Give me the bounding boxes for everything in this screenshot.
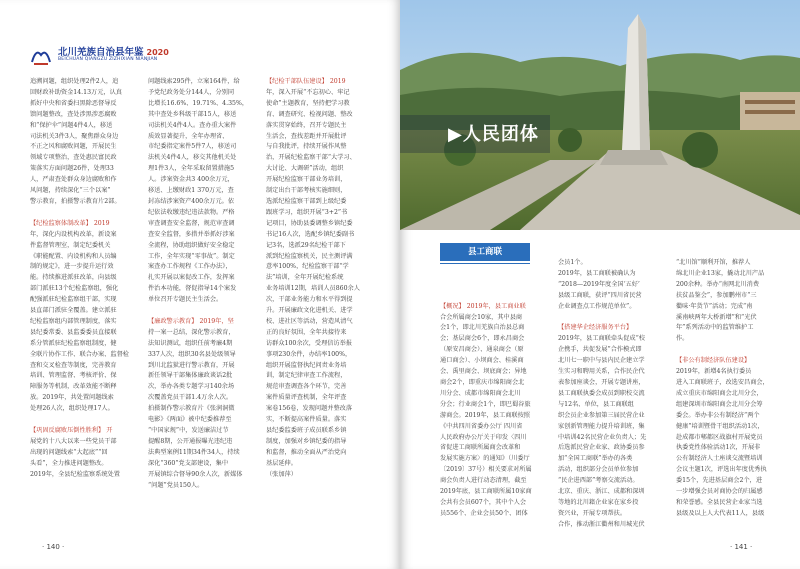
text-line: 纪依法收缴违纪违法款物。严格 — [148, 208, 235, 216]
section-title: ▶人民团体 — [448, 124, 539, 145]
text-line: 北川七一职中与县内民企建立学 — [558, 357, 645, 365]
text-line: 企携手，共促发展”合作模式即 — [558, 346, 642, 354]
text-line: 等地的北川籍企业家在家乡投 — [558, 498, 639, 506]
text-line — [676, 345, 788, 356]
text-line: 200余种。举办“南网北川消费 — [676, 280, 760, 288]
text-line: 会共有会员607个，其中个人会 — [440, 498, 527, 506]
text-line — [148, 306, 260, 317]
text-line: 成立重庆市绵阳商会北川分会， — [676, 389, 763, 397]
text-line: 选派纪检监察干部到上级纪委 — [266, 197, 347, 205]
page-number-right: · 141 · — [730, 543, 753, 551]
text-line: 会议主题1次，评选出年度优秀执 — [676, 466, 767, 474]
text-line: “民企进西部”考察交流活动。 — [558, 477, 639, 485]
text-line: “中国家规”中，发送廉洁过节 — [148, 427, 229, 434]
text-line: 次，干部业务能力和水平得到提 — [266, 296, 353, 304]
text-line: 法”培训，全年开展纪检系统 — [266, 274, 344, 282]
text-line: 年”系列活动中的监管维护工 — [676, 324, 754, 332]
text-line: 次覆盖党员干部1.4万余人次。 — [148, 394, 233, 402]
text-line: 正的良好氛围，全年共接待来 — [266, 328, 347, 336]
text-line: 省促进工商联所属商会改革和 — [440, 444, 521, 452]
text-line: 业务培训12期，培训人员860余人 — [266, 285, 360, 293]
text-line: 法知识测试，组织任前考廉4期 — [148, 339, 233, 347]
text-line: 【纪检监察体制改革】 2019 — [30, 219, 110, 227]
text-line: 会1个，即北川羌族自治县总商 — [440, 324, 525, 332]
text-line: 赴成都市郫都区战旗村开展党员 — [676, 433, 763, 441]
text-line: 到川北监狱进行警示教育，开展 — [148, 361, 235, 369]
text-line: 年，深化内设机构改革，新设案 — [30, 230, 117, 238]
text-line: （原安昌商会）、通泉商会（原 — [440, 346, 524, 354]
right-column-1 — [440, 258, 552, 538]
text-line: 人。涉案资金共3 400余万元， — [148, 176, 234, 184]
text-line: 组建深圳市绵阳商会北川分会筹 — [676, 400, 763, 408]
text-line: 作。 — [676, 335, 689, 343]
text-line: 障服务等机制，改革效能不断释 — [30, 383, 117, 391]
text-line: 处理26人次，组织处理17人。 — [30, 405, 114, 413]
text-line: 全联片协作工作、联合办案、监督检 — [30, 350, 129, 358]
text-line: 合会所属商会10家，其中县商 — [440, 313, 523, 321]
text-line: 规范审查调查各个环节，完善 — [266, 383, 347, 391]
text-line: 会、禹里商会、坝底商会；异地 — [440, 368, 527, 376]
text-line: 制度，加强对乡镇纪委的指导 — [266, 437, 347, 445]
text-line: 记3名，选派29名纪检干部下 — [266, 241, 346, 249]
text-line: 司法机关4件4人。查办重大案件 — [148, 121, 237, 129]
text-line: 基层延伸。 — [266, 459, 297, 467]
text-line: 开展纪检监察干部业务培训， — [266, 176, 347, 184]
text-line: 员556个、企业会员50个、团体 — [440, 509, 528, 517]
text-line: 人民政府办公厅关于印发〈四川 — [440, 433, 527, 441]
text-line: 生实习和聘用关系，合作民企代 — [558, 368, 645, 376]
text-line: 训，制定纪律审查工作流程， — [266, 372, 347, 380]
text-line: 2019年，新增4名执行委员 — [676, 368, 752, 376]
text-line: 使命”主题教育，坚持把学习教 — [266, 99, 350, 107]
text-line: 不正之风和腐败问题，开展民生 — [30, 143, 117, 151]
left-column-3 — [266, 77, 378, 537]
text-line: 人，严肃查处群众身边腐败和作 — [30, 176, 117, 184]
text-line: 单位召开专题民主生活会。 — [148, 296, 223, 304]
text-line — [30, 415, 142, 426]
text-line: “问题”党员150人。 — [148, 481, 204, 489]
text-line: 升。开展廉政文化进机关、进学 — [266, 307, 353, 315]
text-line: 跟班学习，组织开展“3+2”书 — [266, 208, 348, 216]
text-line: 访群众100余次，受理信访举报 — [266, 339, 353, 347]
text-line: （张加萍） — [266, 470, 297, 478]
text-line: 县工商联执委会成员到职校交流 — [558, 389, 645, 397]
text-line: 策落实方面问题26件，处理33 — [30, 165, 114, 173]
text-line: 2019年，县工商联牵头促成“校 — [558, 335, 645, 343]
right-text-area — [400, 0, 800, 569]
text-line: 市纪委指定案件5件7人，移送司 — [148, 143, 237, 151]
text-line: 司法机关3件3人，聚焦群众身边 — [30, 132, 119, 140]
text-line: 治，开展纪检监察干部“大学习、 — [266, 154, 356, 162]
text-line: 案件质量评查机制，全年评查 — [266, 394, 347, 402]
text-line: 查和交叉检查等制度，完善教育 — [30, 361, 117, 369]
text-line: 通口商会）、小坝商会、桂溪商 — [440, 357, 524, 365]
text-line: 【巩固反腐败压倒性胜利】 开 — [30, 427, 113, 434]
text-line: 拍摄制作警示教育片《张润洞微 — [148, 405, 235, 413]
text-line: 2019年，县工商联被确认为 — [558, 269, 636, 277]
text-line — [440, 269, 552, 280]
text-line: 【廉政警示教育】 2019年，坚 — [148, 317, 234, 325]
text-line: 县级及以上人大代表11人，县级 — [676, 509, 765, 517]
text-line: 书记16人次，选配乡镇纪委副书 — [266, 230, 355, 238]
text-line: 企业调查点工作规范单位”。 — [558, 302, 636, 310]
text-line: 绵北川企业13家，撬动北川产品 — [676, 269, 765, 277]
text-line: 理1件3人，全年采取留置措施5 — [148, 165, 235, 173]
text-line: 委15个，先进基层商会2个，进 — [676, 477, 763, 485]
text-line: 能。持续推进派驻改革，向县级 — [30, 274, 117, 282]
text-line: 生活会，查找差距并开展批评 — [266, 132, 347, 140]
text-line: 全流程，协助组织做好安全稳定 — [148, 241, 235, 249]
text-line: 健康”培训暨骨干组织活动1次， — [676, 422, 764, 430]
left-column-2 — [148, 77, 260, 537]
text-line: 表参加座谈会，开展专题讲座， — [558, 378, 645, 386]
text-line: 【非公有制经济队伍建设】 — [676, 357, 751, 365]
text-line: 发展实施方案〉的通知》（川委厅 — [440, 455, 530, 463]
text-line: 组织开展监督执纪问责业务培 — [266, 361, 347, 369]
text-line: 开展镇综合督导90余人次，新媒体 — [148, 470, 243, 478]
text-line: 分会；行业商会1个，即巴蜀谷旅 — [440, 400, 531, 408]
text-line: 与自我批评，持续开展作风整 — [266, 143, 347, 151]
text-line: 封冻结涉案资产400余万元。依 — [148, 197, 235, 205]
text-line: 县纪委监委班子成员联系乡镇 — [266, 427, 347, 434]
text-line: 案查办工作规程《工作办法》， — [148, 263, 232, 271]
text-line: 领域专项整治，查处惠民富民政 — [30, 154, 117, 162]
text-line: 【纪检干部队伍建设】 2019 — [266, 78, 346, 85]
text-line: 工作，全年实现“零事故”。制定 — [148, 252, 235, 260]
text-line — [440, 258, 552, 269]
right-column-3 — [676, 258, 788, 538]
text-line: 北京、重庆、浙江、成都和深圳 — [558, 488, 645, 496]
text-line: 公有制经济人士座谈交流暨培训 — [676, 455, 763, 463]
text-line: 和监督，推动全面从严治党向 — [266, 448, 347, 456]
text-line: 衢味·年货节”活动；完成“南 — [676, 302, 753, 310]
text-line: 出现的问题线索“大起底”“回 — [30, 448, 108, 456]
text-line: 家创新管理能力提升培训班，集 — [558, 422, 645, 430]
text-line: 法机关4件4人，移交其他机关处 — [148, 154, 237, 162]
text-line: 部门派驻13个纪检监察组，强化 — [30, 285, 119, 293]
text-line: 馈问题整改，查处涉黑涉恶腐败 — [30, 110, 117, 118]
text-line: 县纪委常委、县监委委员直接联 — [30, 328, 117, 336]
text-line: 审查调查安全监督，规范审查调 — [148, 219, 235, 227]
text-line: 委会。举办非公有制经济“两个 — [676, 411, 760, 419]
text-line: 件监督管理室，制定纪委机关 — [30, 241, 111, 249]
text-line: 持一案一总结，深化警示教育， — [148, 328, 235, 336]
text-line: 电影》《两面》被中纪委推荐至 — [148, 416, 232, 424]
text-line: 回财政补助资金14.13万元，认真 — [30, 88, 122, 96]
text-line: “2018—2019年度全国‘五好’ — [558, 280, 640, 288]
text-line: 《职能配置、内设机构和人员编 — [30, 252, 117, 260]
text-line: 查安全监督，多措并举抓好涉案 — [148, 230, 235, 238]
yearbook-year: 2020 — [146, 48, 169, 57]
text-line: 落实贯穿始终，召开专题民主 — [266, 121, 347, 129]
text-line: 展党的十八大以来一些党员干部 — [30, 437, 117, 445]
text-line: 合作，推动浙江衢州和川城光伏 — [558, 520, 645, 528]
text-line: 2019年底，县工商联所属10家商 — [440, 488, 532, 496]
text-line: 派到纪检监察机关，民主测评满 — [266, 252, 353, 260]
text-line: 游商会。2019年，县工商联按照 — [440, 411, 530, 419]
text-line: 中培训42名民营企业负责人；先 — [558, 433, 647, 441]
text-line: 和荣誉感。全县民营企业家当选 — [676, 498, 763, 506]
text-line: 一步增强会员对商协会的归属感 — [676, 488, 763, 496]
text-line: 扶贫品鉴会”，参加鹏州市“三 — [676, 291, 757, 299]
text-line: 放。2019年，共处置问题线索 — [30, 394, 114, 402]
text-line: 予党纪政务处分144人，分别同 — [148, 88, 235, 96]
text-line: 加“全国工商联”举办的各类 — [558, 455, 633, 463]
text-line: 2019年，全县纪检监察系统处置 — [30, 470, 120, 478]
text-line: 【搭建华企经济服务平台】 — [558, 324, 633, 332]
text-line: 进入工商联班子，改选安昌商会， — [676, 378, 769, 386]
subsection-box: 县工商联 — [440, 243, 530, 261]
text-line: 川分会、成都市绵阳商会北川 — [440, 389, 521, 397]
text-line: “北川馆”顺利开馆，推荐人 — [676, 259, 751, 266]
text-line — [440, 280, 552, 291]
text-line: 追溯问题，组织处理2件2人，追 — [30, 78, 119, 85]
left-column-1 — [30, 77, 142, 537]
text-line: 抓好中央和省委扫黑除恶督导反 — [30, 99, 117, 107]
text-line: 337人次，组织30名县处级领导 — [148, 350, 236, 358]
text-line — [440, 291, 552, 302]
text-line: 法典型案例11期34件34人，持续 — [148, 448, 240, 456]
text-line: 制的规定》，进一步提升运行效 — [30, 263, 114, 271]
text-line: 案卷156卷，发现问题并整改落 — [266, 405, 353, 413]
text-line: 织会员企业参加第三届民营企业 — [558, 411, 645, 419]
text-line: 件治本功能，督促指导14个案发 — [148, 285, 237, 293]
text-line: 次，举办各类专题学习140余场 — [148, 383, 235, 391]
text-line: 比增长16.6%、19.71%、4.35%， — [148, 99, 249, 107]
text-line: 资兴业，开展专项帮扶。 — [558, 509, 627, 517]
text-line: 县直部门派驻全覆盖。建立派驻 — [30, 307, 117, 315]
text-line: 溪南峡两年大桥新增”和“光伏 — [676, 313, 757, 321]
text-line: 制定出台干部考核实施细则， — [266, 187, 347, 195]
text-line: 意率100%，纪检监察干部“学 — [266, 263, 349, 271]
text-line: 纪检监察组内部管理制度，落实 — [30, 317, 117, 325]
text-line: 育、调查研究、检视问题、整改 — [266, 110, 353, 118]
text-line: 和“保护伞”问题4件4人，移送 — [30, 121, 113, 129]
text-line: 与12名、单位，县工商联组 — [558, 400, 634, 408]
text-line: 警示教育，拍摄警示教育片2部。 — [30, 197, 121, 205]
text-line: 移送、上缴财政1 370万元，查 — [148, 187, 234, 195]
text-line: 《中共四川省委办公厅 四川省 — [440, 422, 523, 430]
yearbook-header — [30, 44, 210, 70]
text-line — [30, 208, 142, 219]
yearbook-title: 北川羌族自治县年鉴 2020 — [58, 47, 169, 58]
text-line: 新任领导干部集体廉政谈话2批 — [148, 372, 233, 380]
text-line: 其中查处乡科级干部15人，移送 — [148, 110, 237, 118]
yearbook-subtitle: BEICHUAN QIANGZU ZIZHIXIAN NIANJIAN — [58, 57, 158, 62]
text-line: 年，深入开展“不忘初心、牢记 — [266, 88, 350, 96]
text-line: 记项目，协助县委调整乡镇纪委 — [266, 219, 353, 227]
text-line: 商会负责人进行动态清理，截至 — [440, 477, 527, 485]
text-line: 县级工商联，获评“四川省民营 — [558, 291, 642, 299]
text-line: 会员1个。 — [558, 259, 587, 266]
text-line: 配强派驻纪检监察组干部，实现 — [30, 296, 117, 304]
text-line: 实，不断提高案件质量。落实 — [266, 416, 347, 424]
page-number-left: · 140 · — [42, 543, 65, 551]
text-line: 头看”，全力推进问题整改。 — [30, 459, 108, 467]
text-line: 商会2个，即重庆市绵阳商会北 — [440, 378, 525, 386]
text-line: 风问题，持续深化“三个以案” — [30, 187, 111, 195]
text-line: 后选派民营企业家、政协委员参 — [558, 444, 645, 452]
yearbook-logo — [30, 46, 52, 66]
text-line: 系分管派驻纪检监察组制度，健 — [30, 339, 117, 347]
text-line: 质效显著提升，全年办理省、 — [148, 132, 229, 140]
text-line: 会；基层商会6个，即永昌商会 — [440, 335, 525, 343]
text-line — [558, 313, 670, 324]
text-line: 活动，组织部分会员单位参加 — [558, 466, 639, 474]
text-line: 扎实开展以案促改工作，发挥案 — [148, 274, 235, 282]
text-line: 提醒8期，公开通报曝光违纪违 — [148, 437, 233, 445]
text-line: 校、进社区等活动，营造风清气 — [266, 317, 353, 325]
text-line: 深化“360”党支部建设，集中 — [148, 459, 229, 467]
text-line: 执委党性体验活动1次，开展非 — [676, 444, 761, 452]
text-line: 〔2019〕37号）相关要求对所属 — [440, 466, 532, 474]
text-line: 事项230余件，办结率100%， — [266, 350, 352, 358]
text-line: 问题线索295件，立案164件，给 — [148, 78, 240, 85]
right-column-2 — [558, 258, 670, 538]
text-line: 大讨论、大调研”活动，组织 — [266, 165, 344, 173]
text-line: 培训、管理监督、考核评价、保 — [30, 372, 117, 380]
text-line: 【概况】 2019年，县工商业联 — [440, 302, 526, 310]
